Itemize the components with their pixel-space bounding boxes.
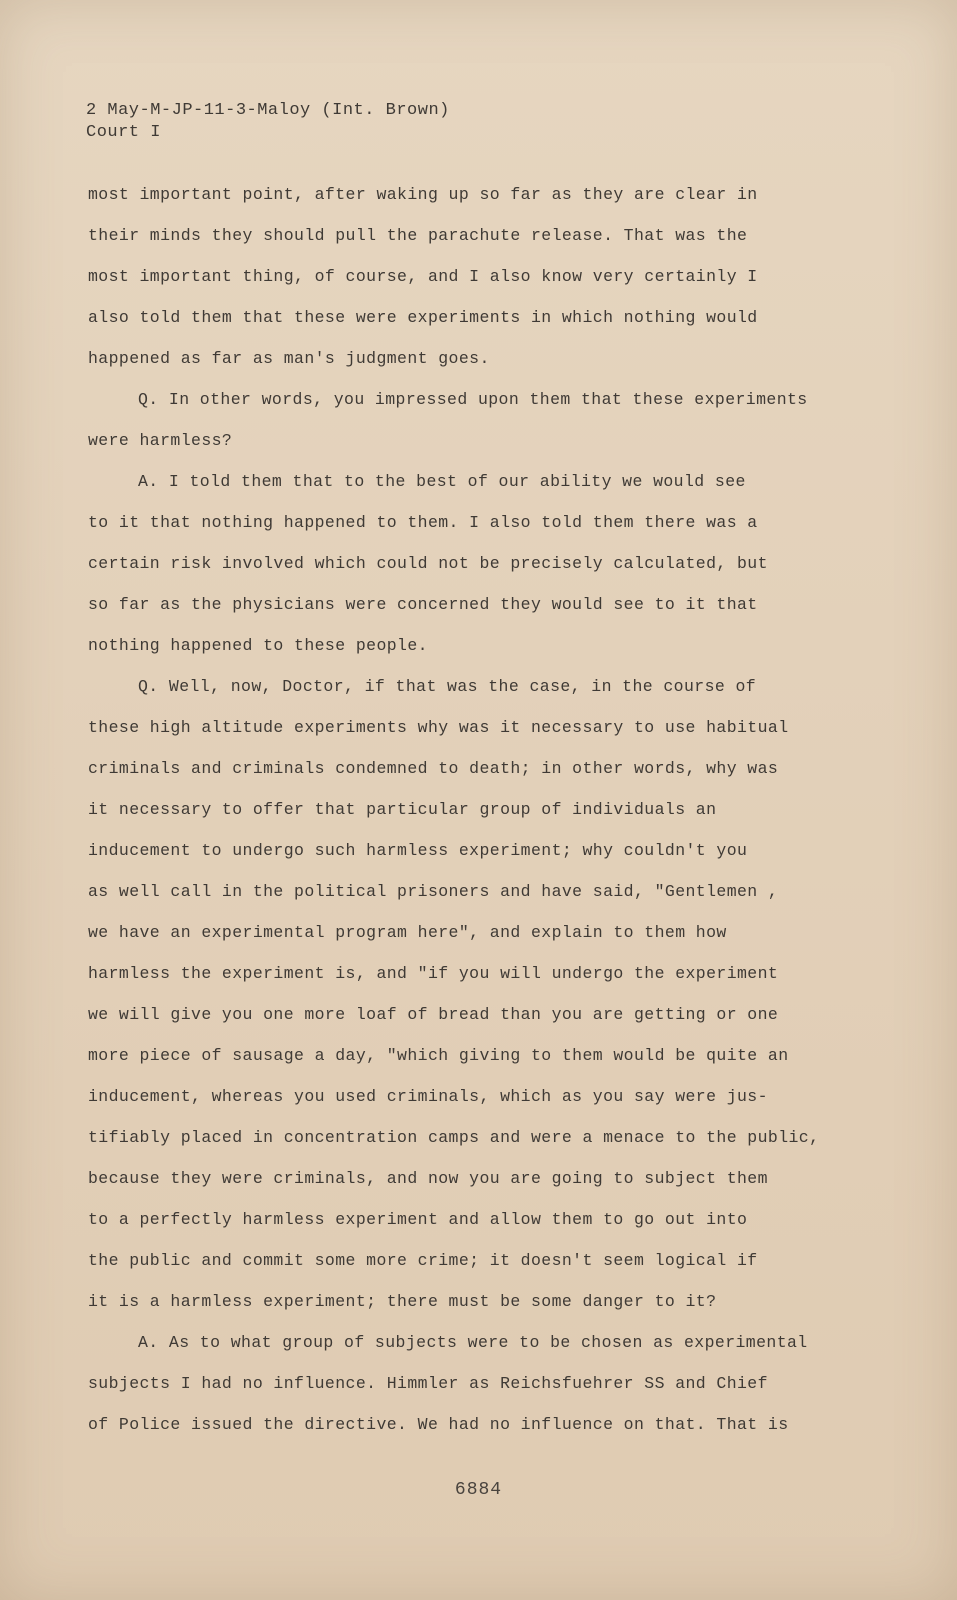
transcript-line: as well call in the political prisoners and have said, "Gentlemen ,: [88, 882, 779, 901]
transcript-line: A. As to what group of subjects were to be chosen as experimental: [138, 1333, 808, 1352]
transcript-line: were harmless?: [88, 431, 233, 450]
transcript-line: we have an experimental program here", and explain to them how: [88, 923, 727, 942]
transcript-line: so far as the physicians were concerned they would see to it that: [88, 595, 758, 614]
header-session-line: 2 May-M-JP-11-3-Maloy (Int. Brown): [86, 101, 450, 120]
transcript-line: Q. In other words, you impressed upon them that these experiments: [138, 390, 808, 409]
transcript-line: tifiably placed in concentration camps and were a menace to the public,: [88, 1128, 820, 1147]
transcript-line: criminals and criminals condemned to death; in other words, why was: [88, 759, 779, 778]
transcript-line: also told them that these were experiments in which nothing would: [88, 308, 758, 327]
transcript-line: the public and commit some more crime; it doesn't seem logical if: [88, 1251, 758, 1270]
transcript-line: nothing happened to these people.: [88, 636, 428, 655]
transcript-line: to it that nothing happened to them. I also told them there was a: [88, 513, 758, 532]
transcript-line: of Police issued the directive. We had no influence on that. That is: [88, 1415, 789, 1434]
transcript-line: A. I told them that to the best of our ability we would see: [138, 472, 746, 491]
page-number: 6884: [454, 1480, 503, 1500]
transcript-body: [88, 174, 823, 1445]
transcript-line: to a perfectly harmless experiment and allow them to go out into: [88, 1210, 748, 1229]
transcript-line: more piece of sausage a day, "which giving to them would be quite an: [88, 1046, 789, 1065]
transcript-line: these high altitude experiments why was it necessary to use habitual: [88, 718, 789, 737]
transcript-line: it necessary to offer that particular group of individuals an: [88, 800, 717, 819]
transcript-line: their minds they should pull the parachute release. That was the: [88, 226, 748, 245]
transcript-line: we will give you one more loaf of bread than you are getting or one: [88, 1005, 779, 1024]
transcript-line: it is a harmless experiment; there must be some danger to it?: [88, 1292, 717, 1311]
transcript-line: inducement, whereas you used criminals, which as you say were jus-: [88, 1087, 768, 1106]
transcript-line: happened as far as man's judgment goes.: [88, 349, 490, 368]
transcript-line: most important thing, of course, and I also know very certainly I: [88, 267, 758, 286]
transcript-line: harmless the experiment is, and "if you will undergo the experiment: [88, 964, 779, 983]
document-header: [86, 100, 450, 144]
transcript-line: subjects I had no influence. Himmler as Reichsfuehrer SS and Chief: [88, 1374, 768, 1393]
transcript-line: because they were criminals, and now you are going to subject them: [88, 1169, 768, 1188]
header-court-line: Court I: [86, 123, 161, 142]
transcript-line: Q. Well, now, Doctor, if that was the case, in the course of: [138, 677, 757, 696]
transcript-line: certain risk involved which could not be precisely calculated, but: [88, 554, 768, 573]
transcript-line: most important point, after waking up so far as they are clear in: [88, 185, 758, 204]
transcript-line: inducement to undergo such harmless experiment; why couldn't you: [88, 841, 748, 860]
